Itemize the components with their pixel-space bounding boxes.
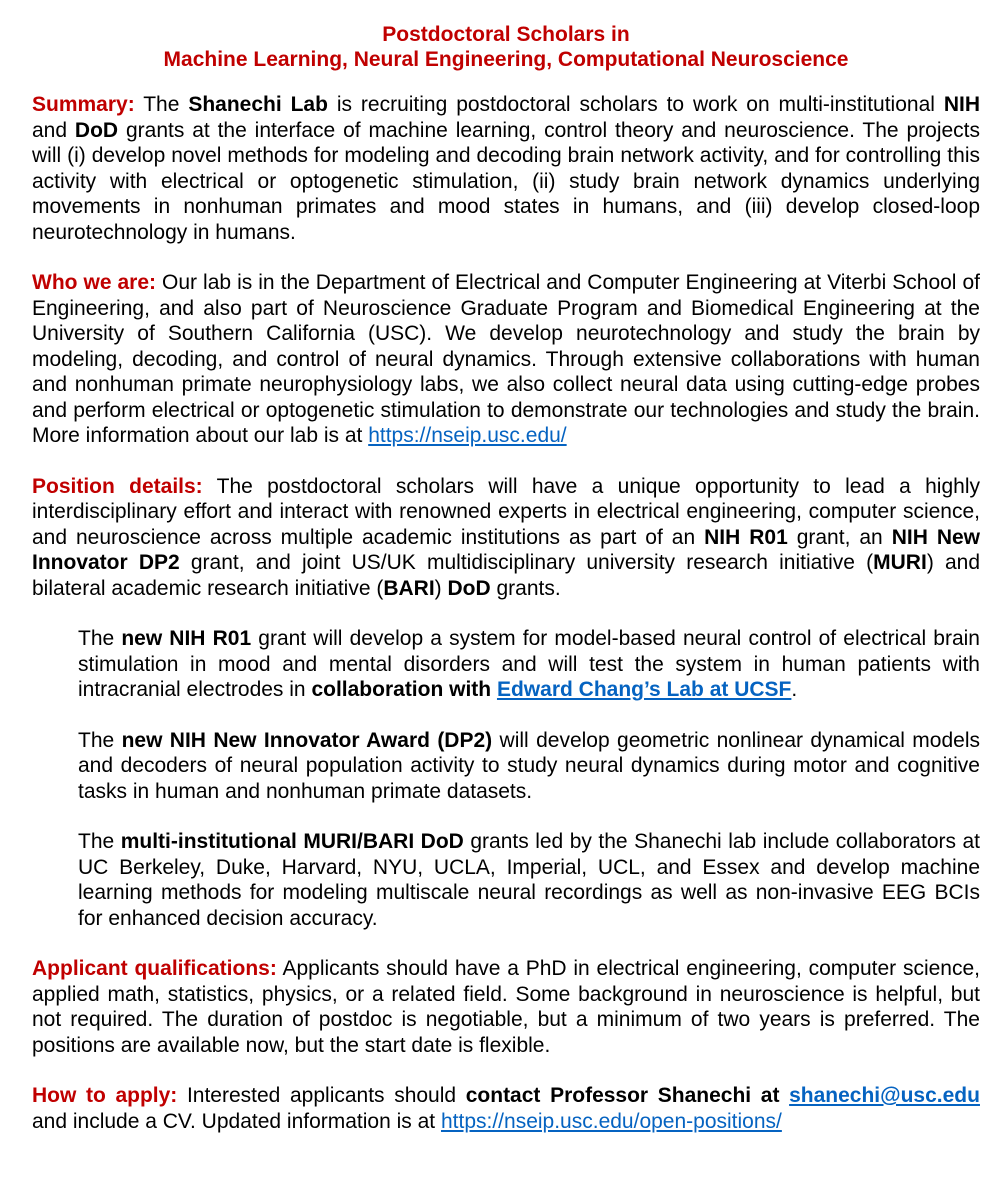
r01-text: . (791, 678, 798, 701)
muri-text: The (78, 830, 121, 853)
position-text: ) and bilateral academic research initiative ( (32, 551, 981, 600)
dp2-bold: new NIH New Innovator Award (DP2) (121, 728, 493, 752)
position-text: grant, an (787, 525, 892, 549)
chang-lab-link[interactable]: Edward Chang’s Lab at UCSF (496, 678, 792, 701)
grant-r01: NIH R01 (704, 525, 788, 549)
apply-text (779, 1084, 789, 1107)
muri-text: grants led by the Shanechi lab include collaborators at UC Berkeley, Duke, Harvard, NYU, UCLA, Imperial, UCL, and Essex and develop machine learning methods for modeling multiscale neural recordings as well as non-invasive EEG BCIs for enhanced decision accuracy. (78, 830, 981, 930)
muri-bold: multi-institutional MURI/BARI DoD (120, 830, 464, 853)
open-positions-link[interactable]: https://nseip.usc.edu/open-positions/ (440, 1109, 782, 1133)
position-details-paragraph (32, 474, 980, 602)
summary-text: grants at the interface of machine learning, control theory and neuroscience. The projects will (i) develop novel methods for modeling and decoding brain network activity, and for controlling this activity with electrical or optogenetic stimulation, (ii) study brain network dynamics underlying movements in nonhuman primates and mood states in humans, and (iii) develop closed-loop neurotechnology in humans. (32, 118, 980, 244)
summary-text: and (32, 118, 75, 142)
r01-paragraph (78, 626, 980, 703)
r01-text: The (78, 627, 122, 650)
grant-dod: DoD (447, 576, 491, 600)
qual-heading: Applicant qualifications: (32, 957, 277, 980)
apply-text: and include a CV. Updated information is at (32, 1109, 441, 1133)
qual-text: Applicants should have a PhD in electrical engineering, computer science, applied math, statistics, physics, or a related field. Some background in neuroscience is helpful, but not required. The duration of postdoc is negotiable, but a minimum of two years is preferred. The positions are available now, but the start date is flexible. (32, 957, 980, 1057)
r01-text: grant will develop a system for model-based neural control of electrical brain stimulation in mood and mental disorders and will test the system in human patients with intracranial electrodes in (78, 627, 980, 701)
who-we-are-paragraph (32, 270, 980, 449)
position-heading: Position details: (32, 474, 203, 498)
dp2-text: will develop geometric nonlinear dynamical models and decoders of neural population activity to study neural dynamics during motor and cognitive tasks in human and nonhuman primate datasets. (78, 728, 980, 803)
muri-paragraph (78, 829, 980, 931)
page-title (32, 22, 980, 72)
dod-label: DoD (74, 118, 119, 142)
lab-website-link[interactable]: https://nseip.usc.edu/ (368, 424, 567, 447)
grant-muri: MURI (873, 551, 927, 574)
summary-paragraph (32, 92, 980, 245)
summary-heading: Summary: (32, 93, 135, 116)
title-line-1: Postdoctoral Scholars in (382, 23, 630, 46)
contact-bold: contact Professor Shanechi at (465, 1084, 780, 1107)
collaboration-bold: collaboration with (311, 678, 492, 701)
dp2-paragraph (78, 728, 980, 805)
summary-text: The (134, 93, 189, 116)
grant-dp2: NIH New Innovator DP2 (32, 525, 980, 574)
r01-bold: new NIH R01 (121, 627, 252, 650)
apply-heading: How to apply: (32, 1084, 178, 1107)
apply-text: Interested applicants should (177, 1084, 466, 1107)
position-text: grants. (490, 576, 561, 600)
qualifications-paragraph (32, 956, 980, 1058)
position-text: grant, and joint US/UK multidisciplinary university research initiative ( (179, 551, 874, 574)
job-posting (32, 22, 980, 1159)
lab-name: Shanechi Lab (188, 93, 328, 116)
how-to-apply-paragraph (32, 1083, 980, 1134)
who-heading: Who we are: (32, 271, 157, 294)
nih-label: NIH (943, 93, 980, 116)
title-line-2: Machine Learning, Neural Engineering, Computational Neuroscience (163, 48, 849, 71)
who-text: Our lab is in the Department of Electrical and Computer Engineering at Viterbi School of Engineering, and also part of Neuroscience Graduate Program and Biomedical Engineering at the University of Southern California (USC). We develop neurotechnology and study the brain by modeling, decoding, and control of neural dynamics. Through extensive collaborations with human and nonhuman primate neurophysiology labs, we also collect neural data using cutting-edge probes and perform electrical or optogenetic stimulation to demonstrate our technologies and study the brain. More information about our lab is at (32, 271, 980, 447)
grant-bari: BARI (383, 576, 435, 600)
dp2-text: The (78, 728, 122, 752)
position-text: ) (434, 576, 448, 600)
email-link[interactable]: shanechi@usc.edu (789, 1084, 980, 1107)
summary-text: is recruiting postdoctoral scholars to work on multi-institutional (327, 93, 944, 116)
position-text: The postdoctoral scholars will have a unique opportunity to lead a highly interdisciplinary effort and interact with renowned experts in electrical engineering, computer science, and neuroscience across multiple academic institutions as part of an (32, 474, 980, 549)
